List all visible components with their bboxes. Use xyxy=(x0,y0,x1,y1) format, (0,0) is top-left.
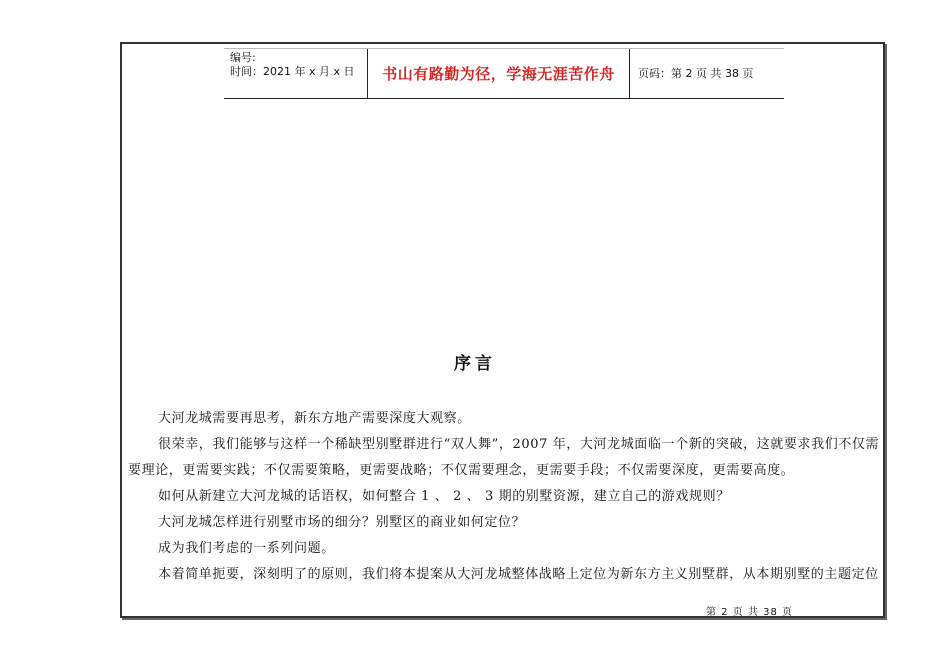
document-body xyxy=(128,406,880,588)
page-footer: 第 2 页 共 38 页 xyxy=(706,607,793,618)
document-number-label: 编号: xyxy=(230,51,256,64)
paragraph: 大河龙城需要再思考，新东方地产需要深度大观察。 xyxy=(158,411,471,426)
page-header xyxy=(224,48,784,99)
paragraph: 大河龙城怎样进行别墅市场的细分？别墅区的商业如何定位？ xyxy=(158,515,526,530)
paragraph: 本着简单扼要，深刻明了的原则，我们将本提案从大河龙城整体战略上定位为新东方主义别墅群，从本期别墅的主题定位 xyxy=(158,567,879,582)
header-page-info: 页码：第 2 页 共 38 页 xyxy=(638,67,754,80)
header-meta xyxy=(224,49,367,98)
paragraph: 如何从新建立大河龙城的话语权，如何整合 1 、 2 、 3 期的别墅资源，建立自己的游戏规则？ xyxy=(158,489,730,504)
header-motto: 书山有路勤为径，学海无涯苦作舟 xyxy=(367,49,630,98)
paragraph: 成为我们考虑的一系列问题。 xyxy=(158,541,335,556)
paragraph: 很荣幸，我们能够与这样一个稀缺型别墅群进行“双人舞”，2007 年，大河龙城面临一个新的突破，这就要求我们不仅需要理论，更需要实践；不仅需要策略，更需要战略；不仅需要理念，更需要手段；不仅需要深度，更需要高度。 xyxy=(128,437,880,478)
document-time-label: 时间：2021 年 x 月 x 日 xyxy=(230,65,355,78)
document-title: 序言 xyxy=(454,354,496,374)
